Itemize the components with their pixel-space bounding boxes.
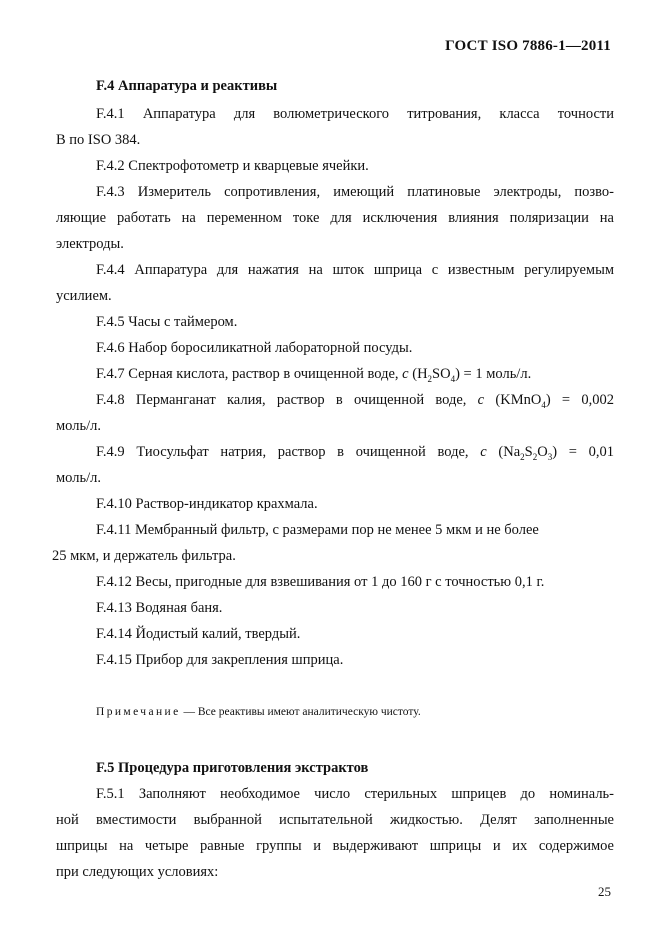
formula-part: O: [537, 444, 548, 460]
paragraph-line: шприцы на четыре равные группы и выдерживают шприцы и их содержимое: [56, 838, 614, 854]
paragraph-line: 25 мкм, и держатель фильтра.: [52, 548, 236, 564]
section-f5-title: F.5 Процедура приготовления экстрактов: [96, 760, 369, 776]
formula-symbol: c: [402, 366, 409, 382]
formula-part: (KMnO: [495, 392, 542, 408]
chemical-formula: [412, 366, 531, 382]
formula-part: SO: [432, 366, 451, 382]
paragraph-f4-3: [56, 179, 614, 257]
chemical-formula: [495, 392, 614, 408]
paragraph-f4-1: [56, 101, 614, 153]
paragraph-f4-6: F.4.6 Набор боросиликатной лабораторной посуды.: [96, 340, 413, 356]
paragraph-line: [56, 387, 614, 413]
paragraph-line: ной вместимости выбранной испытательной жидкостью. Делят заполненные: [56, 812, 614, 828]
formula-part: S: [524, 444, 533, 460]
formula-subscript: 2: [520, 451, 525, 462]
formula-subscript: 4: [450, 373, 456, 384]
formula-symbol: c: [477, 392, 485, 408]
formula-part: (Na: [498, 444, 521, 460]
paragraph-f4-8: [56, 387, 614, 439]
paragraph-line: усилием.: [56, 288, 112, 304]
paragraph-f4-2: F.4.2 Спектрофотометр и кварцевые ячейки.: [96, 158, 369, 174]
paragraph-line: F.4.4 Аппаратура для нажатия на шток шприца с известным регулируемым: [96, 262, 614, 278]
paragraph-f4-10: F.4.10 Раствор-индикатор крахмала.: [96, 496, 318, 512]
note-label: Примечание: [96, 706, 181, 718]
paragraph-f4-11: [52, 517, 610, 569]
paragraph-f4-14: F.4.14 Йодистый калий, твердый.: [96, 626, 301, 642]
formula-symbol: c: [480, 444, 487, 460]
paragraph-line: ляющие работать на переменном токе для исключения влияния поляризации на: [56, 210, 614, 226]
paragraph-line: F.4.1 Аппаратура для волюметрического титрования, класса точности: [96, 106, 614, 122]
paragraph-line: электроды.: [56, 236, 124, 252]
paragraph-f4-15: F.4.15 Прибор для закрепления шприца.: [96, 652, 344, 668]
formula-subscript: 3: [547, 451, 553, 462]
formula-part: ) = 0,002: [545, 392, 614, 408]
paragraph-f4-9: [56, 439, 614, 491]
paragraph-line: В по ISO 384.: [56, 132, 141, 148]
paragraph-line: [56, 439, 614, 465]
paragraph-text: F.4.9 Тиосульфат натрия, раствор в очищенной воде,: [96, 444, 469, 460]
formula-part: ) = 1 моль/л.: [455, 366, 532, 382]
page-number: 25: [598, 884, 611, 899]
paragraph-f4-7: [56, 361, 614, 387]
paragraph-f5-1: [56, 781, 614, 885]
formula-subscript: 4: [541, 399, 546, 410]
paragraph-f4-5: F.4.5 Часы с таймером.: [96, 314, 238, 330]
paragraph-text: F.4.7 Серная кислота, раствор в очищенной воде,: [96, 366, 399, 382]
paragraph-line: F.4.3 Измеритель сопротивления, имеющий платиновые электроды, позво-: [96, 184, 614, 200]
paragraph-line: F.5.1 Заполняют необходимое число стерильных шприцев до номиналь-: [96, 786, 614, 802]
note-text: — Все реактивы имеют аналитическую чистоту.: [180, 706, 421, 718]
paragraph-text: F.4.8 Перманганат калия, раствор в очищенной воде,: [96, 392, 467, 408]
document-code-header: ГОСТ ISO 7886-1—2011: [445, 38, 611, 54]
formula-part: ) = 0,01: [552, 444, 615, 460]
formula-subscript: 2: [532, 451, 538, 462]
chemical-formula: [498, 444, 614, 460]
paragraph-line: при следующих условиях:: [56, 864, 219, 880]
paragraph-f4-12: F.4.12 Весы, пригодные для взвешивания от 1 до 160 г с точностью 0,1 г.: [96, 574, 545, 590]
paragraph-f4-13: F.4.13 Водяная баня.: [96, 600, 223, 616]
section-f4-title: F.4 Аппаратура и реактивы: [96, 78, 278, 94]
note: [96, 706, 421, 718]
paragraph-line: моль/л.: [56, 418, 101, 434]
paragraph-f4-4: [56, 257, 614, 309]
paragraph-line: моль/л.: [56, 470, 101, 486]
formula-part: (H: [412, 366, 428, 382]
formula-subscript: 2: [427, 373, 433, 384]
paragraph-line: F.4.11 Мембранный фильтр, с размерами пор не менее 5 мкм и не более: [96, 522, 539, 538]
